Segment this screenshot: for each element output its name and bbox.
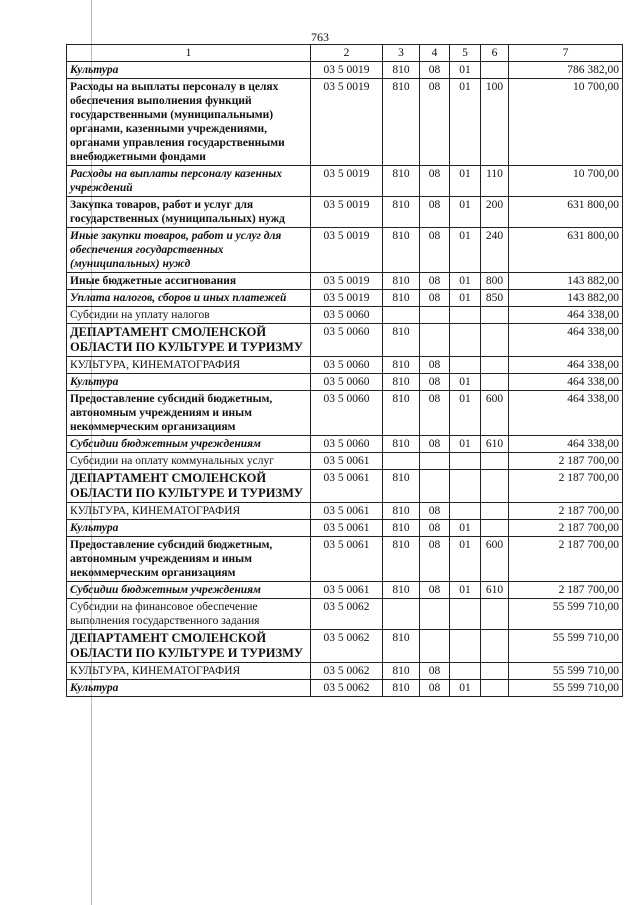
table-row <box>67 599 623 630</box>
amount-cell: 2 187 700,00 <box>509 537 623 582</box>
row-name-cell: Субсидии бюджетным учреждениям <box>67 582 311 599</box>
subsection-code-cell: 01 <box>450 166 481 197</box>
column-header: 4 <box>420 45 450 62</box>
subsection-code-cell <box>450 453 481 470</box>
target-code-cell: 03 5 0061 <box>311 503 383 520</box>
amount-cell: 55 599 710,00 <box>509 663 623 680</box>
table-row <box>67 62 623 79</box>
row-name-cell: ДЕПАРТАМЕНТ СМОЛЕНСКОЙ ОБЛАСТИ ПО КУЛЬТУРЕ И ТУРИЗМУ <box>67 630 311 663</box>
amount-cell: 55 599 710,00 <box>509 630 623 663</box>
target-code-cell: 03 5 0062 <box>311 663 383 680</box>
expense-type-cell <box>481 324 509 357</box>
row-name-cell: Расходы на выплаты персоналу казенных учреждений <box>67 166 311 197</box>
amount-cell: 464 338,00 <box>509 391 623 436</box>
table-row <box>67 453 623 470</box>
amount-cell: 464 338,00 <box>509 307 623 324</box>
table-row <box>67 680 623 697</box>
target-code-cell: 03 5 0019 <box>311 166 383 197</box>
row-name-cell: Культура <box>67 680 311 697</box>
ministry-code-cell: 810 <box>383 228 420 273</box>
row-name-cell: Культура <box>67 374 311 391</box>
table-row <box>67 79 623 166</box>
subsection-code-cell: 01 <box>450 582 481 599</box>
ministry-code-cell <box>383 599 420 630</box>
amount-cell: 786 382,00 <box>509 62 623 79</box>
page-number: 763 <box>311 30 329 44</box>
expense-type-cell <box>481 374 509 391</box>
column-header: 6 <box>481 45 509 62</box>
table-body <box>67 62 623 697</box>
row-name-cell: Иные закупки товаров, работ и услуг для обеспечения государственных (муниципальных) нужд <box>67 228 311 273</box>
expense-type-cell: 110 <box>481 166 509 197</box>
subsection-code-cell: 01 <box>450 436 481 453</box>
expense-type-cell <box>481 503 509 520</box>
section-code-cell <box>420 307 450 324</box>
ministry-code-cell: 810 <box>383 79 420 166</box>
expense-type-cell: 610 <box>481 436 509 453</box>
amount-cell: 464 338,00 <box>509 357 623 374</box>
expense-type-cell <box>481 520 509 537</box>
expense-type-cell <box>481 357 509 374</box>
expense-type-cell: 850 <box>481 290 509 307</box>
amount-cell: 10 700,00 <box>509 79 623 166</box>
amount-cell: 2 187 700,00 <box>509 470 623 503</box>
section-code-cell: 08 <box>420 79 450 166</box>
ministry-code-cell <box>383 307 420 324</box>
subsection-code-cell: 01 <box>450 62 481 79</box>
expense-type-cell: 600 <box>481 537 509 582</box>
amount-cell: 2 187 700,00 <box>509 520 623 537</box>
expense-type-cell <box>481 62 509 79</box>
target-code-cell: 03 5 0019 <box>311 290 383 307</box>
target-code-cell: 03 5 0061 <box>311 520 383 537</box>
table-row <box>67 228 623 273</box>
table-row <box>67 470 623 503</box>
row-name-cell: Иные бюджетные ассигнования <box>67 273 311 290</box>
amount-cell: 2 187 700,00 <box>509 453 623 470</box>
row-name-cell: Субсидии бюджетным учреждениям <box>67 436 311 453</box>
expense-type-cell <box>481 599 509 630</box>
section-code-cell <box>420 599 450 630</box>
amount-cell: 631 800,00 <box>509 228 623 273</box>
table-row <box>67 520 623 537</box>
amount-cell: 143 882,00 <box>509 273 623 290</box>
amount-cell: 143 882,00 <box>509 290 623 307</box>
row-name-cell: Закупка товаров, работ и услуг для государственных (муниципальных) нужд <box>67 197 311 228</box>
amount-cell: 55 599 710,00 <box>509 599 623 630</box>
row-name-cell: ДЕПАРТАМЕНТ СМОЛЕНСКОЙ ОБЛАСТИ ПО КУЛЬТУРЕ И ТУРИЗМУ <box>67 470 311 503</box>
expense-type-cell <box>481 630 509 663</box>
section-code-cell: 08 <box>420 663 450 680</box>
expense-type-cell <box>481 453 509 470</box>
section-code-cell: 08 <box>420 228 450 273</box>
target-code-cell: 03 5 0019 <box>311 197 383 228</box>
table-row <box>67 290 623 307</box>
amount-cell: 2 187 700,00 <box>509 582 623 599</box>
section-code-cell: 08 <box>420 582 450 599</box>
table-row <box>67 537 623 582</box>
ministry-code-cell: 810 <box>383 357 420 374</box>
table-row <box>67 391 623 436</box>
target-code-cell: 03 5 0060 <box>311 374 383 391</box>
row-name-cell: Уплата налогов, сборов и иных платежей <box>67 290 311 307</box>
subsection-code-cell: 01 <box>450 537 481 582</box>
ministry-code-cell: 810 <box>383 503 420 520</box>
amount-cell: 464 338,00 <box>509 324 623 357</box>
ministry-code-cell: 810 <box>383 166 420 197</box>
column-header: 5 <box>450 45 481 62</box>
table-row <box>67 436 623 453</box>
subsection-code-cell <box>450 470 481 503</box>
section-code-cell: 08 <box>420 374 450 391</box>
target-code-cell: 03 5 0019 <box>311 273 383 290</box>
section-code-cell <box>420 630 450 663</box>
ministry-code-cell: 810 <box>383 663 420 680</box>
subsection-code-cell <box>450 324 481 357</box>
ministry-code-cell: 810 <box>383 391 420 436</box>
subsection-code-cell <box>450 599 481 630</box>
ministry-code-cell: 810 <box>383 436 420 453</box>
subsection-code-cell: 01 <box>450 79 481 166</box>
target-code-cell: 03 5 0060 <box>311 391 383 436</box>
target-code-cell: 03 5 0062 <box>311 680 383 697</box>
row-name-cell: Субсидии на финансовое обеспечение выполнения государственного задания <box>67 599 311 630</box>
table-row <box>67 197 623 228</box>
section-code-cell: 08 <box>420 537 450 582</box>
subsection-code-cell: 01 <box>450 290 481 307</box>
section-code-cell: 08 <box>420 680 450 697</box>
section-code-cell: 08 <box>420 197 450 228</box>
subsection-code-cell <box>450 307 481 324</box>
amount-cell: 464 338,00 <box>509 436 623 453</box>
subsection-code-cell <box>450 663 481 680</box>
table-row <box>67 630 623 663</box>
subsection-code-cell: 01 <box>450 273 481 290</box>
section-code-cell: 08 <box>420 357 450 374</box>
target-code-cell: 03 5 0019 <box>311 228 383 273</box>
target-code-cell: 03 5 0061 <box>311 453 383 470</box>
ministry-code-cell: 810 <box>383 62 420 79</box>
ministry-code-cell: 810 <box>383 680 420 697</box>
subsection-code-cell <box>450 630 481 663</box>
expense-type-cell: 100 <box>481 79 509 166</box>
table-row <box>67 663 623 680</box>
row-name-cell: ДЕПАРТАМЕНТ СМОЛЕНСКОЙ ОБЛАСТИ ПО КУЛЬТУРЕ И ТУРИЗМУ <box>67 324 311 357</box>
target-code-cell: 03 5 0019 <box>311 79 383 166</box>
section-code-cell <box>420 470 450 503</box>
table-row <box>67 374 623 391</box>
subsection-code-cell <box>450 357 481 374</box>
subsection-code-cell: 01 <box>450 520 481 537</box>
column-header: 2 <box>311 45 383 62</box>
ministry-code-cell: 810 <box>383 470 420 503</box>
ministry-code-cell: 810 <box>383 630 420 663</box>
subsection-code-cell: 01 <box>450 391 481 436</box>
ministry-code-cell: 810 <box>383 197 420 228</box>
section-code-cell: 08 <box>420 436 450 453</box>
subsection-code-cell: 01 <box>450 228 481 273</box>
target-code-cell: 03 5 0060 <box>311 436 383 453</box>
section-code-cell: 08 <box>420 62 450 79</box>
budget-table <box>66 44 623 697</box>
subsection-code-cell <box>450 503 481 520</box>
target-code-cell: 03 5 0061 <box>311 537 383 582</box>
amount-cell: 464 338,00 <box>509 374 623 391</box>
expense-type-cell <box>481 680 509 697</box>
amount-cell: 55 599 710,00 <box>509 680 623 697</box>
section-code-cell: 08 <box>420 273 450 290</box>
expense-type-cell <box>481 307 509 324</box>
target-code-cell: 03 5 0062 <box>311 599 383 630</box>
expense-type-cell: 800 <box>481 273 509 290</box>
target-code-cell: 03 5 0060 <box>311 324 383 357</box>
section-code-cell: 08 <box>420 503 450 520</box>
target-code-cell: 03 5 0019 <box>311 62 383 79</box>
amount-cell: 2 187 700,00 <box>509 503 623 520</box>
expense-type-cell <box>481 470 509 503</box>
row-name-cell: КУЛЬТУРА, КИНЕМАТОГРАФИЯ <box>67 503 311 520</box>
table-row <box>67 166 623 197</box>
row-name-cell: Культура <box>67 62 311 79</box>
section-code-cell: 08 <box>420 290 450 307</box>
row-name-cell: Предоставление субсидий бюджетным, автономным учреждениям и иным некоммерческим организациям <box>67 537 311 582</box>
ministry-code-cell: 810 <box>383 582 420 599</box>
target-code-cell: 03 5 0062 <box>311 630 383 663</box>
row-name-cell: КУЛЬТУРА, КИНЕМАТОГРАФИЯ <box>67 663 311 680</box>
table-row <box>67 582 623 599</box>
table-row <box>67 273 623 290</box>
target-code-cell: 03 5 0061 <box>311 470 383 503</box>
subsection-code-cell: 01 <box>450 680 481 697</box>
row-name-cell: Предоставление субсидий бюджетным, автономным учреждениям и иным некоммерческим организациям <box>67 391 311 436</box>
section-code-cell: 08 <box>420 166 450 197</box>
row-name-cell: Субсидии на оплату коммунальных услуг <box>67 453 311 470</box>
ministry-code-cell: 810 <box>383 537 420 582</box>
amount-cell: 631 800,00 <box>509 197 623 228</box>
column-header: 1 <box>67 45 311 62</box>
column-header: 3 <box>383 45 420 62</box>
target-code-cell: 03 5 0060 <box>311 357 383 374</box>
ministry-code-cell: 810 <box>383 520 420 537</box>
header-row <box>67 45 623 62</box>
amount-cell: 10 700,00 <box>509 166 623 197</box>
target-code-cell: 03 5 0060 <box>311 307 383 324</box>
ministry-code-cell: 810 <box>383 273 420 290</box>
ministry-code-cell: 810 <box>383 324 420 357</box>
expense-type-cell: 200 <box>481 197 509 228</box>
row-name-cell: Субсидии на уплату налогов <box>67 307 311 324</box>
row-name-cell: Расходы на выплаты персоналу в целях обеспечения выполнения функций государственными (муниципальными) органами, казенными учреждениями, органами управления государственными внебюджетными фондами <box>67 79 311 166</box>
ministry-code-cell <box>383 453 420 470</box>
table-row <box>67 357 623 374</box>
row-name-cell: Культура <box>67 520 311 537</box>
row-name-cell: КУЛЬТУРА, КИНЕМАТОГРАФИЯ <box>67 357 311 374</box>
subsection-code-cell: 01 <box>450 197 481 228</box>
ministry-code-cell: 810 <box>383 374 420 391</box>
expense-type-cell: 610 <box>481 582 509 599</box>
target-code-cell: 03 5 0061 <box>311 582 383 599</box>
subsection-code-cell: 01 <box>450 374 481 391</box>
ministry-code-cell: 810 <box>383 290 420 307</box>
table-row <box>67 324 623 357</box>
section-code-cell <box>420 453 450 470</box>
table-row <box>67 307 623 324</box>
table-row <box>67 503 623 520</box>
expense-type-cell: 240 <box>481 228 509 273</box>
section-code-cell: 08 <box>420 520 450 537</box>
section-code-cell: 08 <box>420 391 450 436</box>
section-code-cell <box>420 324 450 357</box>
expense-type-cell: 600 <box>481 391 509 436</box>
column-header: 7 <box>509 45 623 62</box>
expense-type-cell <box>481 663 509 680</box>
